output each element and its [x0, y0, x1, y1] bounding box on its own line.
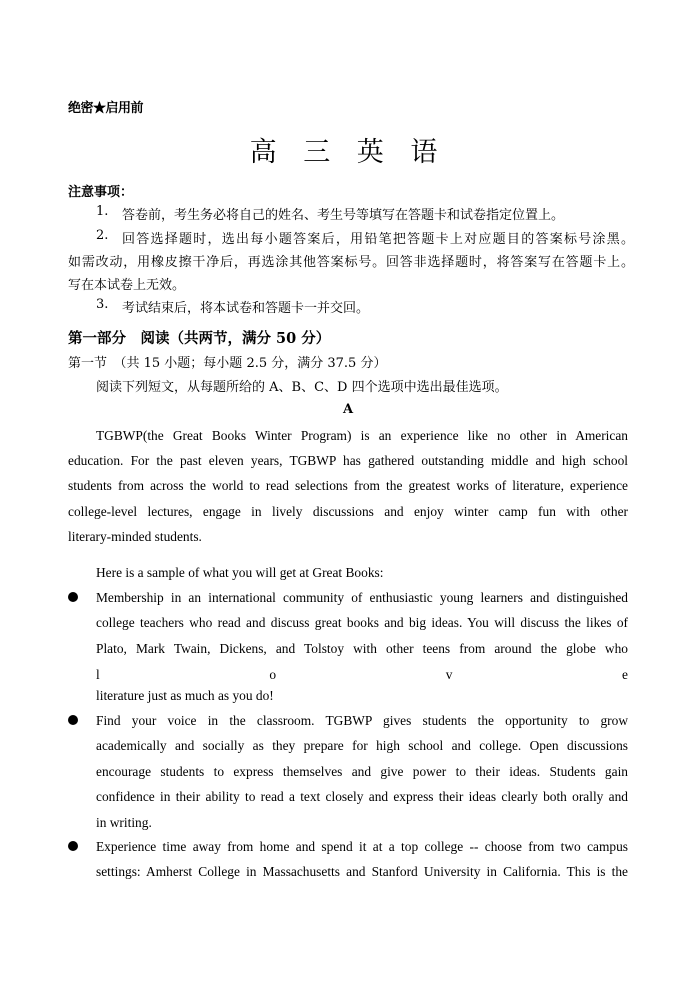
bullet-2-line-3: encourage students to express themselves and give power to their ideas. Students gain	[96, 764, 628, 779]
note-1-number: 1.	[96, 204, 109, 219]
bullet-3-line-2: settings: Amherst College in Massachusetts and Stanford University in California. This is the	[96, 864, 628, 879]
paragraph-1-line-3: students from across the world to read selections from the greatest works of literature, experience	[68, 478, 628, 493]
note-2-line-1: 回答选择题时，选出每小题答案后，用铅笔把答题卡上对应题目的答案标号涂黑。	[122, 232, 634, 247]
note-1-text: 答卷前，考生务必将自己的姓名、考生号等填写在答题卡和试卷指定位置上。	[122, 208, 565, 223]
section-1-heading: 第一节 （共 15 小题；每小题 2.5 分，满分 37.5 分）	[68, 356, 387, 371]
note-2-number: 2.	[96, 228, 109, 243]
bullet-dot	[68, 841, 78, 851]
bullet-1-line-1: Membership in an international community of enthusiastic young learners and distinguished	[96, 590, 628, 605]
paragraph-1-line-2: education. For the past eleven years, TGBWP has gathered outstanding middle and high school	[68, 453, 628, 468]
spread-letter: o	[269, 667, 277, 682]
bullet-dot	[68, 715, 78, 725]
bullet-1-line-3: Plato, Mark Twain, Dickens, and Tolstoy with other teens from around the globe who	[96, 641, 628, 656]
bullet-2-line-2: academically and socially as they prepare for high school and college. Open discussions	[96, 738, 628, 753]
intro-line: Here is a sample of what you will get at Great Books:	[96, 565, 384, 580]
confidential-mark: 绝密★启用前	[68, 101, 144, 116]
part-1-heading: 第一部分 阅读（共两节，满分 50 分）	[68, 330, 331, 347]
spread-letter: l	[96, 667, 100, 682]
spread-letter: v	[445, 667, 453, 682]
paragraph-1-line-4: college-level lectures, engage in lively discussions and enjoy winter camp fun with other	[68, 504, 628, 519]
bullet-3-line-1: Experience time away from home and spend it at a top college -- choose from two campus	[96, 839, 628, 854]
note-3-number: 3.	[96, 297, 109, 312]
bullet-2-line-4: confidence in their ability to read a text closely and express their ideas clearly both orally and	[96, 789, 628, 804]
spread-letter: e	[622, 667, 628, 682]
bullet-dot	[68, 592, 78, 602]
note-2-line-3: 写在本试卷上无效。	[68, 278, 186, 293]
bullet-1-line-2: college teachers who read and discuss great books and big ideas. You will discuss the likes of	[96, 615, 628, 630]
bullet-2-last-line: in writing.	[96, 815, 152, 830]
notes-heading: 注意事项：	[68, 185, 134, 200]
passage-label: A	[342, 402, 354, 417]
note-3-text: 考试结束后，将本试卷和答题卡一并交回。	[122, 301, 370, 316]
bullet-1-last-line: literature just as much as you do!	[96, 688, 274, 703]
bullet-2-line-1: Find your voice in the classroom. TGBWP gives students the opportunity to grow	[96, 713, 628, 728]
paragraph-1-line-5: literary-minded students.	[68, 529, 202, 544]
note-2-line-2: 如需改动，用橡皮擦干净后，再选涂其他答案标号。回答非选择题时，将答案写在答题卡上。	[68, 255, 634, 270]
paragraph-1-line-1: TGBWP(the Great Books Winter Program) is an experience like no other in American	[96, 428, 628, 443]
bullet-1-spread-line	[96, 667, 628, 683]
page-title: 高 三 英 语	[249, 137, 447, 168]
section-instruction: 阅读下列短文，从每题所给的 A、B、C、D 四个选项中选出最佳选项。	[96, 380, 508, 395]
